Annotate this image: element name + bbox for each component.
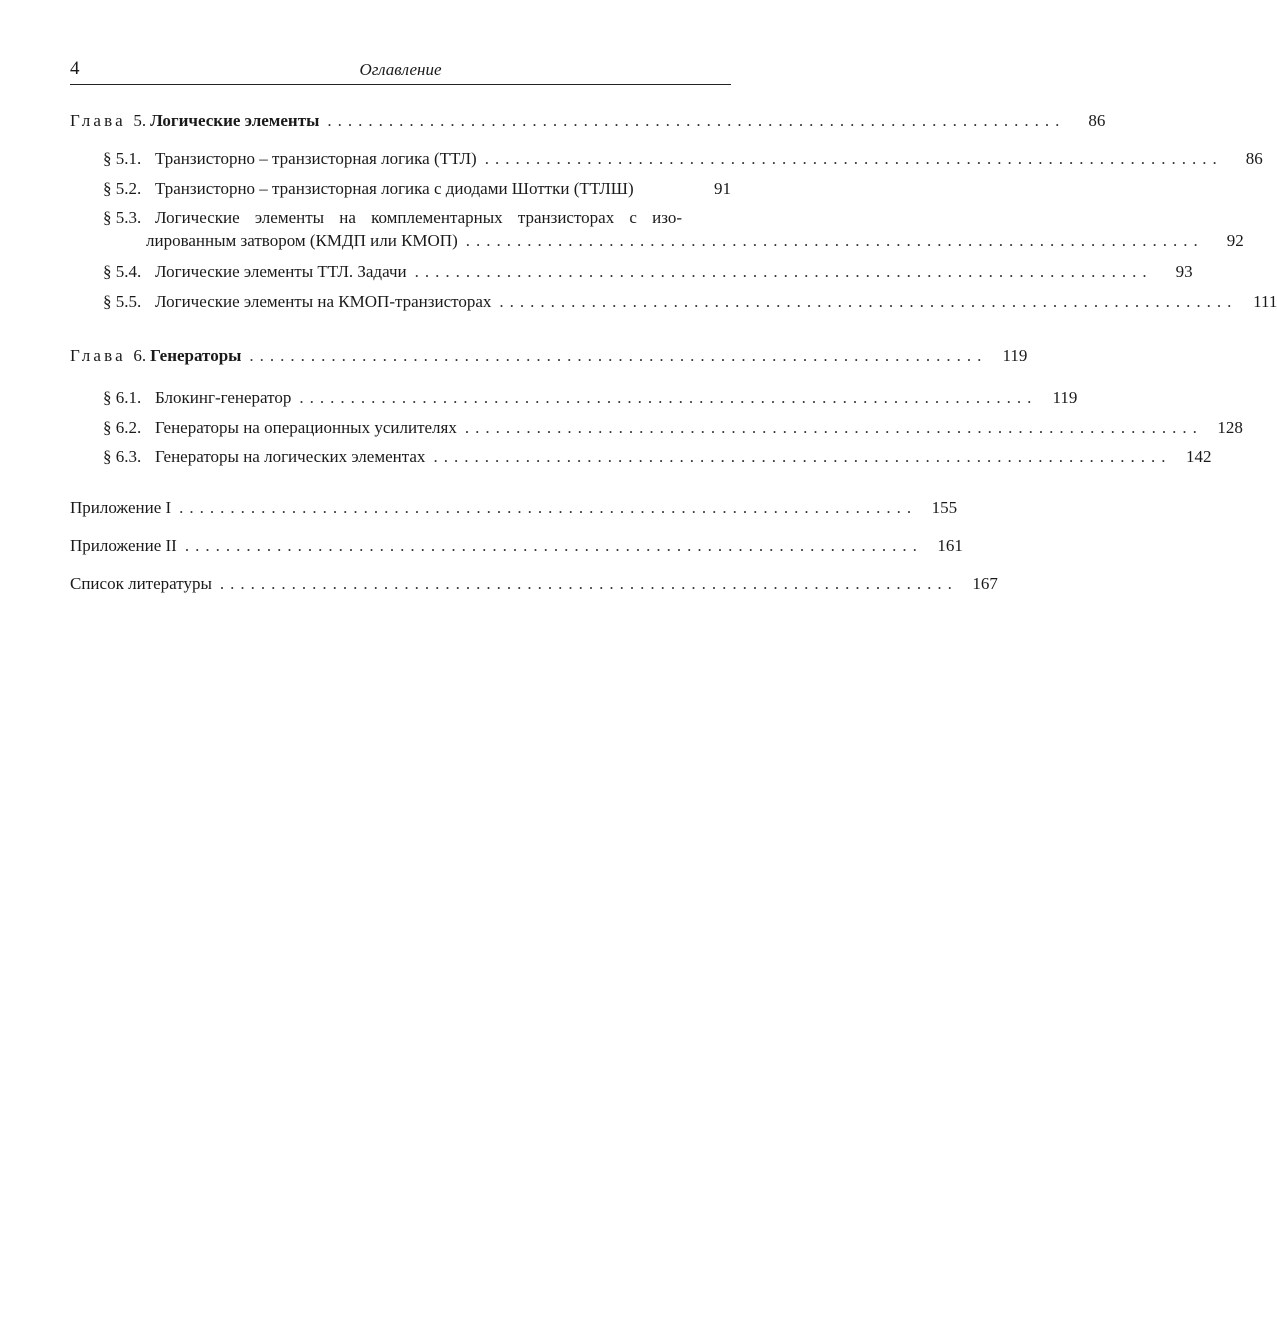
section-title: Логические элементы на КМОП-транзисторах: [155, 292, 492, 311]
toc-entry-section-5-1[interactable]: [103, 149, 1263, 173]
section-number: § 5.4.: [103, 262, 142, 281]
toc-entry-section-5-2[interactable]: [103, 179, 731, 203]
chapter-title: Генераторы: [150, 346, 242, 365]
chapter-number: Глава 6.: [70, 346, 147, 365]
toc-entry-appendix-2[interactable]: [70, 536, 963, 560]
toc-entry-section-5-5[interactable]: [103, 292, 1277, 316]
dot-leader: ........................................................................: [249, 346, 988, 365]
dot-leader: ........................................................................: [499, 292, 1238, 311]
page-ref: 119: [1052, 388, 1078, 407]
dot-leader: ........................................................................: [484, 149, 1223, 168]
toc-entry-section-5-3[interactable]: [103, 208, 1244, 251]
dot-leader: ........................................................................: [299, 388, 1038, 407]
toc-entry-chapter-5[interactable]: [70, 111, 1106, 135]
page-ref: 91: [714, 179, 731, 198]
page-ref: 92: [1226, 231, 1244, 250]
references-title: Список литературы: [70, 574, 212, 593]
page-ref: 93: [1175, 262, 1193, 281]
dot-leader: ........................................................................: [327, 111, 1066, 130]
toc-entry-section-6-3[interactable]: [103, 447, 1212, 471]
section-number: § 6.1.: [103, 388, 142, 407]
section-title: Транзисторно – транзисторная логика с диодами Шоттки (ТТЛШ): [155, 179, 634, 198]
page-ref: 167: [972, 574, 998, 593]
page-ref: 111: [1253, 292, 1277, 311]
section-number: § 6.3.: [103, 447, 142, 466]
page-ref: 86: [1245, 149, 1263, 168]
chapter-number: Глава 5.: [70, 111, 147, 130]
section-title: Генераторы на логических элементах: [155, 447, 426, 466]
toc-entry-appendix-1[interactable]: [70, 498, 958, 522]
section-title: Генераторы на операционных усилителях: [155, 418, 457, 437]
section-title-line-2: лированным затвором (КМДП или КМОП): [146, 231, 458, 250]
section-title: Блокинг-генератор: [155, 388, 292, 407]
chapter-title: Логические элементы: [150, 111, 320, 130]
page-header: [70, 58, 731, 85]
section-number: § 5.3.: [103, 208, 142, 227]
toc-entry-section-6-2[interactable]: [103, 418, 1243, 442]
dot-leader: ........................................................................: [433, 447, 1172, 466]
section-number: § 6.2.: [103, 418, 142, 437]
section-number: § 5.1.: [103, 149, 142, 168]
page-ref: 86: [1088, 111, 1106, 130]
section-number: § 5.5.: [103, 292, 142, 311]
running-title: Оглавление: [359, 60, 442, 79]
dot-leader: ........................................................................: [414, 262, 1153, 281]
appendix-title: Приложение I: [70, 498, 172, 517]
appendix-title: Приложение II: [70, 536, 177, 555]
section-title: Транзисторно – транзисторная логика (ТТЛ): [155, 149, 477, 168]
page-ref: 161: [937, 536, 963, 555]
page-number: 4: [70, 58, 80, 79]
dot-leader: ........................................................................: [219, 574, 958, 593]
section-title-line-1: Логические элементы на комплементарных транзисторах с изо-: [155, 208, 682, 227]
toc-entry-chapter-6[interactable]: [70, 346, 1028, 370]
section-number: § 5.2.: [103, 179, 142, 198]
dot-leader: ........................................................................: [179, 498, 918, 517]
toc-entry-section-5-4[interactable]: [103, 262, 1193, 286]
dot-leader: ........................................................................: [464, 418, 1203, 437]
toc-entry-references[interactable]: [70, 574, 998, 598]
section-title: Логические элементы ТТЛ. Задачи: [155, 262, 407, 281]
dot-leader: ........................................................................: [184, 536, 923, 555]
page-ref: 142: [1185, 447, 1212, 466]
page-ref: 128: [1217, 418, 1243, 437]
page-ref: 119: [1002, 346, 1028, 365]
toc-entry-section-6-1[interactable]: [103, 388, 1078, 412]
dot-leader: ........................................................................: [465, 231, 1204, 250]
page-ref: 155: [931, 498, 958, 517]
